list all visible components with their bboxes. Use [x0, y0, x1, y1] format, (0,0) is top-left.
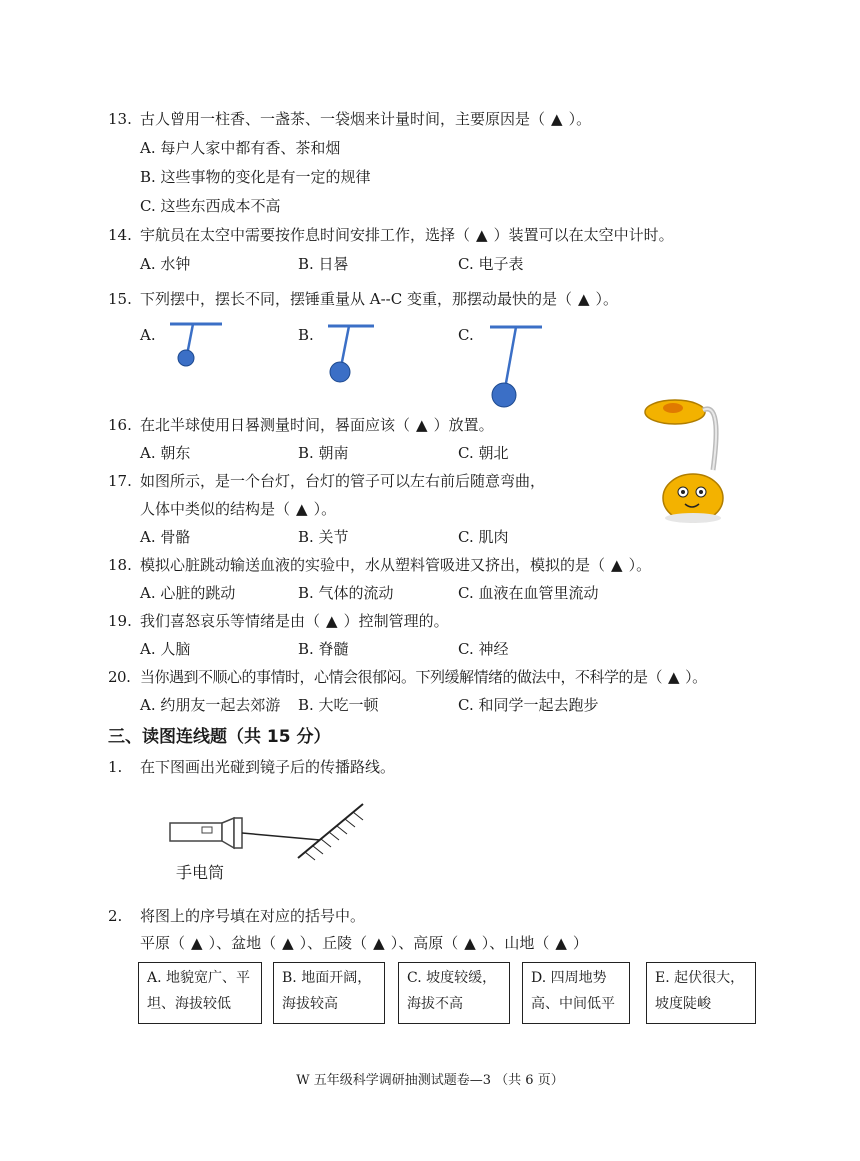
option-14c: C. 电子表 — [458, 255, 524, 273]
option-14b: B. 日晷 — [298, 255, 349, 273]
pendulum-a — [170, 324, 222, 366]
question-17: 17. 如图所示，是一个台灯，台灯的管子可以左右前后随意弯曲， — [108, 472, 546, 490]
option-13c: C. 这些东西成本不高 — [140, 197, 281, 215]
question-15: 15. 下列摆中，摆长不同，摆锤重量从 A--C 变重，那摆动最快的是（ ▲ ）。 — [108, 290, 619, 308]
section3-question-2: 2. 将图上的序号填在对应的括号中。 — [108, 907, 366, 925]
option-13a: A. 每户人家中都有香、茶和烟 — [140, 139, 341, 157]
section-title: 三、读图连线题（共 15 分） — [108, 727, 331, 747]
flashlight-icon — [170, 818, 242, 848]
landform-box-d: D. 四周地势 高、中间低平 — [522, 962, 630, 1024]
question-20: 20. 当你遇到不顺心的事情时，心情会很郁闷。下列缓解情绪的做法中，不科学的是（ ▲ ）。 — [108, 668, 707, 686]
landform-box-e: E. 起伏很大， 坡度陡峻 — [646, 962, 756, 1024]
desk-lamp-image — [635, 390, 755, 530]
option-16a: A. 朝东 — [140, 444, 191, 462]
option-18b: B. 气体的流动 — [298, 584, 394, 602]
question-13: 13. 古人曾用一柱香、一盏茶、一袋烟来计量时间，主要原因是（ ▲ ）。 — [108, 110, 592, 128]
section3-question-1: 1. 在下图画出光碰到镜子后的传播路线。 — [108, 758, 396, 776]
page-footer: W 五年级科学调研抽测试题卷—3 （共 6 页） — [296, 1073, 564, 1088]
landform-box-b: B. 地面开阔， 海拔较高 — [273, 962, 385, 1024]
mirror-icon — [298, 804, 363, 860]
option-15c: C. — [458, 326, 474, 344]
option-20a: A. 约朋友一起去郊游 — [140, 696, 281, 714]
question-18: 18. 模拟心脏跳动输送血液的实验中，水从塑料管吸进又挤出，模拟的是（ ▲ ）。 — [108, 556, 652, 574]
option-20c: C. 和同学一起去跑步 — [458, 696, 599, 714]
question-16: 16. 在北半球使用日晷测量时间，晷面应该（ ▲ ）放置。 — [108, 416, 494, 434]
option-18c: C. 血液在血管里流动 — [458, 584, 599, 602]
option-16b: B. 朝南 — [298, 444, 349, 462]
pendulum-figures — [160, 315, 580, 415]
pendulum-b — [328, 326, 374, 382]
option-19b: B. 脊髓 — [298, 640, 349, 658]
light-ray — [242, 833, 320, 840]
option-15a: A. — [140, 326, 156, 344]
option-16c: C. 朝北 — [458, 444, 509, 462]
option-15b: B. — [298, 326, 314, 344]
question-17-line2: 人体中类似的结构是（ ▲ ）。 — [140, 500, 337, 518]
landform-box-a: A. 地貌宽广、平 坦、海拔较低 — [138, 962, 262, 1024]
pendulum-c — [490, 327, 542, 407]
option-17b: B. 关节 — [298, 528, 349, 546]
option-20b: B. 大吃一顿 — [298, 696, 379, 714]
flashlight-label: 手电筒 — [176, 863, 225, 882]
option-17c: C. 肌肉 — [458, 528, 509, 546]
option-19a: A. 人脑 — [140, 640, 191, 658]
landform-box-c: C. 坡度较缓， 海拔不高 — [398, 962, 510, 1024]
question-19: 19. 我们喜怒哀乐等情绪是由（ ▲ ）控制管理的。 — [108, 612, 449, 630]
landform-fill-line: 平原（ ▲ ）、盆地（ ▲ ）、丘陵（ ▲ ）、高原（ ▲ ）、山地（ ▲ ） — [140, 934, 588, 952]
option-14a: A. 水钟 — [140, 255, 191, 273]
option-17a: A. 骨骼 — [140, 528, 191, 546]
question-14: 14. 宇航员在太空中需要按作息时间安排工作，选择（ ▲ ）装置可以在太空中计时。 — [108, 226, 674, 244]
option-19c: C. 神经 — [458, 640, 509, 658]
option-13b: B. 这些事物的变化是有一定的规律 — [140, 168, 371, 186]
option-18a: A. 心脏的跳动 — [140, 584, 236, 602]
